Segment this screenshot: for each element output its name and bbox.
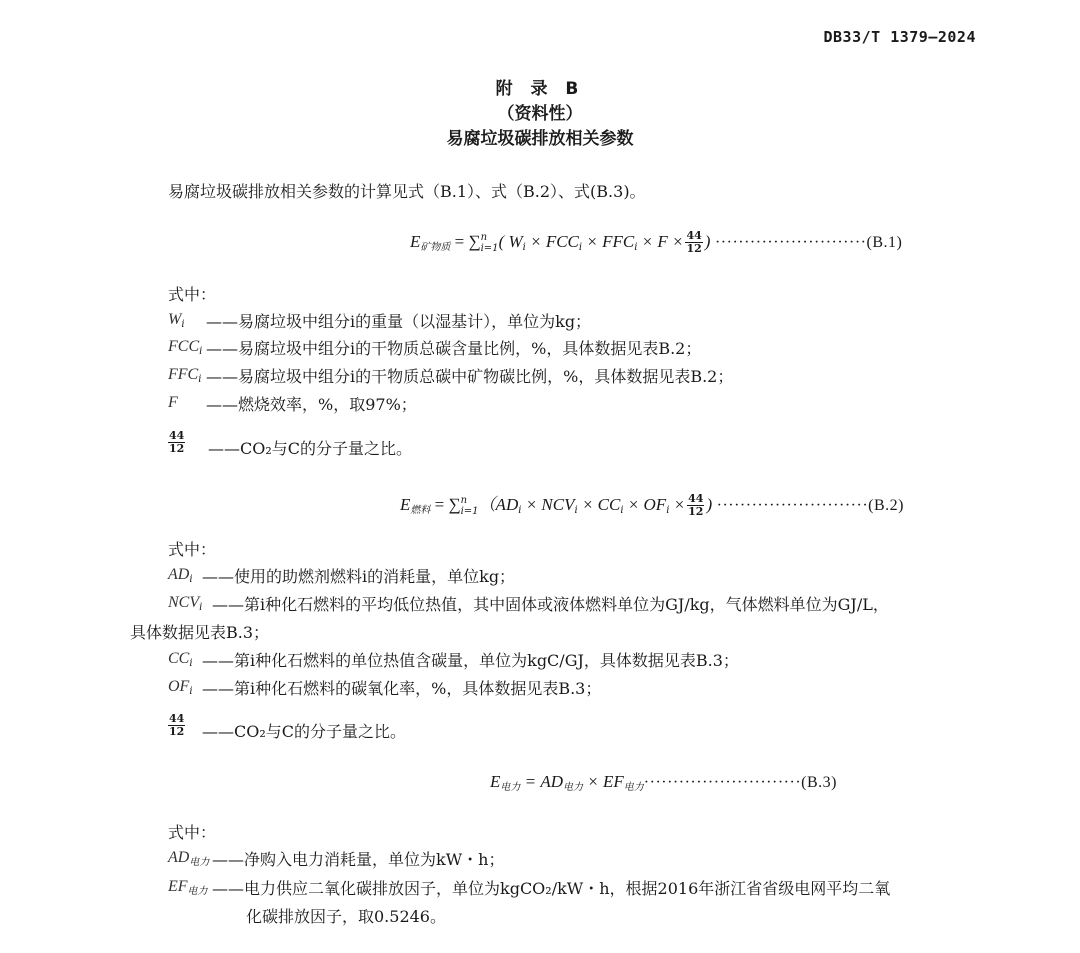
eq1-ffc-sub: i xyxy=(634,242,638,253)
where1-item-w-symbol: W xyxy=(168,311,182,328)
where1-item-f xyxy=(168,392,417,414)
equation-b1 xyxy=(410,230,902,255)
where1-ratio-text: ——CO₂与C的分子量之比。 xyxy=(208,439,413,458)
eq3-ef: × EF xyxy=(583,772,624,791)
where1-item-fcc-sub: i xyxy=(199,346,203,357)
where1-item-ffc xyxy=(168,364,734,386)
eq1-fcc: × FCC xyxy=(525,232,579,251)
eq3-ef-sub: 电力 xyxy=(623,782,644,793)
where2-label: 式中： xyxy=(168,540,217,559)
where1-item-f-symbol: F xyxy=(168,394,178,411)
eq1-frac-num: 44 xyxy=(686,229,702,242)
where2-item-cc xyxy=(168,648,739,670)
eq2-close: ) xyxy=(706,495,713,514)
where2-item-ncv xyxy=(168,592,889,614)
where3-item-ef-sub: 电力 xyxy=(187,886,208,897)
where3-item-ad-symbol: AD xyxy=(168,849,190,866)
eq1-lhs-sub: 矿物质 xyxy=(420,242,451,253)
where2-item-of-symbol: OF xyxy=(168,678,190,695)
appendix-title: 附 录 B xyxy=(495,79,585,99)
where3-label: 式中： xyxy=(168,823,217,842)
equation-b2 xyxy=(400,490,904,518)
eq1-sum-operator: = ∑ xyxy=(450,232,481,251)
where1-ratio-den: 12 xyxy=(169,442,185,455)
where2-item-cc-text: ——第i种化石燃料的单位热值含碳量，单位为kgC/GJ，具体数据见表B.3； xyxy=(202,651,739,670)
where2-item-cc-sub: i xyxy=(189,658,193,669)
where2-item-ratio xyxy=(166,712,407,741)
where3-item-ef-symbol: EF xyxy=(168,878,188,895)
eq3-ad: = AD xyxy=(520,772,564,791)
where2-item-ad-text: ——使用的助燃剂燃料i的消耗量，单位kg； xyxy=(202,567,516,586)
where2-ratio-text: ——CO₂与C的分子量之比。 xyxy=(202,722,407,741)
eq2-lhs-sub: 燃料 xyxy=(410,505,431,516)
where3-item-ad xyxy=(168,847,505,869)
where1-item-ffc-sub: i xyxy=(198,374,202,385)
where2-item-ncv-text: ——第i种化石燃料的平均低位热值，其中固体或液体燃料单位为GJ/kg，气体燃料单位为GJ/L， xyxy=(212,595,889,614)
where2-item-of-sub: i xyxy=(189,686,193,697)
eq1-ffc: × FFC xyxy=(582,232,635,251)
eq2-times: × xyxy=(669,495,686,514)
where2-ratio-den: 12 xyxy=(169,725,185,738)
eq2-ncv: × NCV xyxy=(521,495,575,514)
eq1-f: × F × xyxy=(637,232,684,251)
eq2-ad-sub: i xyxy=(518,505,522,516)
where1-item-w-sub: i xyxy=(181,319,185,330)
where1-item-fcc-text: ——易腐垃圾中组分i的干物质总碳含量比例，%，具体数据见表B.2； xyxy=(206,339,702,358)
where2-item-ad xyxy=(168,564,516,586)
eq2-frac-den: 12 xyxy=(688,505,704,518)
where1-ratio-fraction xyxy=(168,430,185,455)
eq1-sum-upper: n xyxy=(480,231,488,243)
where2-item-ncv-symbol: NCV xyxy=(168,594,200,611)
eq2-sum-limits xyxy=(461,495,479,517)
document-number: DB33/T 1379—2024 xyxy=(823,28,976,46)
where3-item-ad-text: ——净购入电力消耗量，单位为kW・h； xyxy=(212,850,505,869)
where1-item-ffc-symbol: FFC xyxy=(168,366,199,383)
where3-item-ef-text: ——电力供应二氧化碳排放因子，单位为kgCO₂/kW・h，根据2016年浙江省省级电网平均二氧 xyxy=(212,879,891,898)
where3-item-ef-continued: 化碳排放因子，取0.5246。 xyxy=(246,907,446,926)
where2-ratio-fraction xyxy=(168,713,185,738)
where1-ratio-num: 44 xyxy=(169,429,185,442)
appendix-name: 易腐垃圾碳排放相关参数 xyxy=(446,129,634,149)
where2-item-ncv-continued: 具体数据见表B.3； xyxy=(130,623,270,642)
eq2-label: ··························(B.2) xyxy=(712,497,904,514)
eq2-ad: （AD xyxy=(478,495,519,514)
where1-item-w xyxy=(168,309,592,331)
eq1-sum-limits xyxy=(481,232,499,254)
eq2-sum-upper: n xyxy=(460,494,468,506)
where3-item-ad-sub: 电力 xyxy=(189,857,210,868)
where2-item-of xyxy=(168,676,602,698)
eq2-lhs: E xyxy=(400,495,411,514)
eq2-frac-num: 44 xyxy=(688,492,704,505)
eq1-frac-den: 12 xyxy=(686,242,702,255)
eq3-lhs: E xyxy=(490,772,501,791)
eq1-sum-lower: i=1 xyxy=(480,242,499,254)
eq2-cc: × CC xyxy=(577,495,621,514)
eq3-lhs-sub: 电力 xyxy=(500,782,521,793)
eq3-label: ···························(B.3) xyxy=(643,774,837,791)
where1-item-fcc-symbol: FCC xyxy=(168,338,200,355)
where2-item-of-text: ——第i种化石燃料的碳氧化率，%，具体数据见表B.3； xyxy=(202,679,602,698)
eq2-cc-sub: i xyxy=(620,505,624,516)
eq1-w: ( W xyxy=(498,232,523,251)
appendix-nature: （资料性） xyxy=(497,104,583,124)
where1-item-ratio xyxy=(166,429,413,458)
where1-item-ffc-text: ——易腐垃圾中组分i的干物质总碳中矿物碳比例，%，具体数据见表B.2； xyxy=(206,367,734,386)
eq2-fraction xyxy=(687,493,704,518)
where2-item-ncv-sub: i xyxy=(199,602,203,613)
eq1-close: ) xyxy=(704,232,711,251)
eq1-lhs: E xyxy=(410,232,421,251)
intro-paragraph: 易腐垃圾碳排放相关参数的计算见式（B.1）、式（B.2）、式(B.3)。 xyxy=(168,182,646,201)
eq2-sum-operator: = ∑ xyxy=(430,495,461,514)
eq1-fcc-sub: i xyxy=(578,242,583,253)
where1-item-fcc xyxy=(168,336,702,358)
eq2-ncv-sub: i xyxy=(574,505,578,516)
eq1-w-sub: i xyxy=(522,242,526,253)
where2-item-ad-symbol: AD xyxy=(168,566,190,583)
where2-item-cc-symbol: CC xyxy=(168,650,190,667)
where1-label: 式中： xyxy=(168,285,217,304)
where2-item-ad-sub: i xyxy=(189,574,193,585)
where3-item-ef xyxy=(168,876,891,898)
where1-item-w-text: ——易腐垃圾中组分i的重量（以湿基计），单位为kg； xyxy=(206,312,592,331)
eq1-label: ··························(B.1) xyxy=(710,234,903,251)
eq1-fraction xyxy=(685,230,702,255)
eq2-of-sub: i xyxy=(666,505,670,516)
where2-ratio-num: 44 xyxy=(169,712,185,725)
eq2-of: × OF xyxy=(623,495,667,514)
equation-b3 xyxy=(490,772,837,793)
where1-item-f-text: ——燃烧效率，%，取97%； xyxy=(206,395,417,414)
eq2-sum-lower: i=1 xyxy=(460,505,479,517)
eq3-ad-sub: 电力 xyxy=(563,782,584,793)
